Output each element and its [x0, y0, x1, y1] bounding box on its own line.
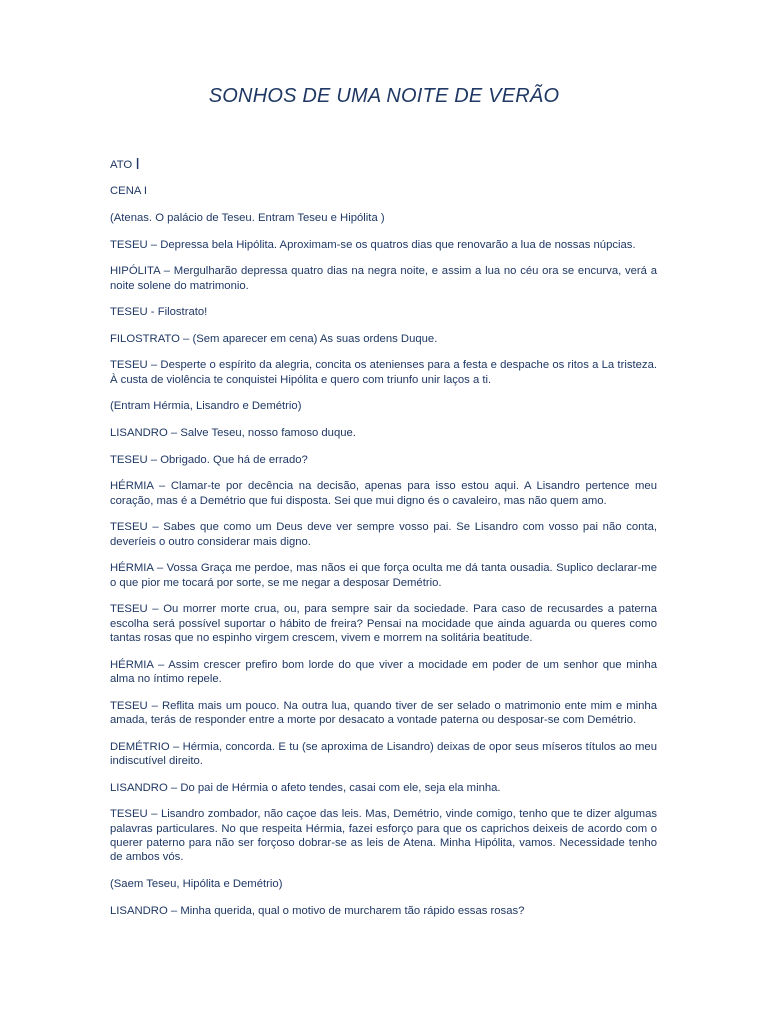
act-heading [110, 158, 657, 172]
dialogue-paragraph: LISANDRO – Minha querida, qual o motivo de murcharem tão rápido essas rosas? [110, 904, 525, 917]
act-number: I [135, 156, 140, 173]
dialogue-paragraph: HÉRMIA – Vossa Graça me perdoe, mas nãos ei que força oculta me dá tanta ousadia. Suplico declarar-me o que pior me tocará por sorte, se me negar a desposar Demétrio. [110, 562, 657, 589]
stage-direction: (Atenas. O palácio de Teseu. Entram Teseu e Hipólita ) [110, 212, 385, 224]
scene-heading: CENA I [110, 185, 148, 198]
stage-direction: (Saem Teseu, Hipólita e Demétrio) [110, 877, 283, 890]
dialogue-paragraph: HIPÓLITA – Mergulharão depressa quatro dias na negra noite, e assim a lua no céu ora se encurva, verá a noite solene do matrimonio. [110, 265, 657, 292]
dialogue-paragraph: FILOSTRATO – (Sem aparecer em cena) As suas ordens Duque. [110, 332, 438, 345]
dialogue-paragraph: TESEU – Lisandro zombador, não caçoe das leis. Mas, Demétrio, vinde comigo, tenho que te dizer algumas palavras particulares. No que respeita Hérmia, fazei esforço para que os caprichos deixeis de acordo com o querer paterno para não ser forçoso dobrar-se as leis de Atena. Minha Hipólita, vamos. Necessidade tenho de ambos vós. [110, 808, 657, 864]
dialogue-paragraph: DEMÉTRIO – Hérmia, concorda. E tu (se aproxima de Lisandro) deixas de opor seus míseros títulos ao meu indiscutível direito. [110, 740, 657, 767]
dialogue-paragraph: TESEU – Obrigado. Que há de errado? [110, 453, 308, 466]
dialogue-paragraph: TESEU – Ou morrer morte crua, ou, para sempre sair da sociedade. Para caso de recusardes a paterna escolha será possível suportar o hábito de freira? Pensai na mocidade que ainda aguarda ou queres como tantas rosas que no espinho virgem crescem, vivem e morrem na solitária beatitude. [110, 603, 657, 644]
stage-direction: (Entram Hérmia, Lisandro e Demétrio) [110, 400, 302, 413]
dialogue-paragraph: LISANDRO – Do pai de Hérmia o afeto tendes, casai com ele, seja ela minha. [110, 781, 501, 794]
dialogue-paragraph: HÉRMIA – Clamar-te por decência na decisão, apenas para isso estou aqui. A Lisandro pertence meu coração, mas é a Demétrio que fui disposta. Sei que mui digno és o cavaleiro, mas não quem amo. [110, 480, 657, 507]
dialogue-paragraph: LISANDRO – Salve Teseu, nosso famoso duque. [110, 426, 356, 439]
dialogue-paragraph: TESEU – Desperte o espírito da alegria, concita os atenienses para a festa e despache os ritos a La tristeza. À custa de violência te conquistei Hipólita e quero com triunfo unir laços a ti. [110, 359, 657, 386]
document-body [110, 158, 657, 930]
dialogue-paragraph: TESEU - Filostrato! [110, 306, 208, 319]
dialogue-paragraph: TESEU – Sabes que como um Deus deve ver sempre vosso pai. Se Lisandro com vosso pai não conta, deveríeis o outro considerar mais digno. [110, 521, 657, 548]
document-title: SONHOS DE UMA NOITE DE VERÃO [208, 85, 560, 107]
act-label: ATO [110, 159, 133, 171]
dialogue-paragraph: HÉRMIA – Assim crescer prefiro bom lorde do que viver a mocidade em poder de um senhor que minha alma no íntimo repele. [110, 658, 657, 685]
dialogue-paragraph: TESEU – Depressa bela Hipólita. Aproximam-se os quatros dias que renovarão a lua de nossas núpcias. [110, 238, 636, 251]
dialogue-paragraph: TESEU – Reflita mais um pouco. Na outra lua, quando tiver de ser selado o matrimonio ente mim e minha amada, terás de responder entre a morte por desacato a vontade paterna ou desposar-se com Demétrio. [110, 699, 657, 726]
